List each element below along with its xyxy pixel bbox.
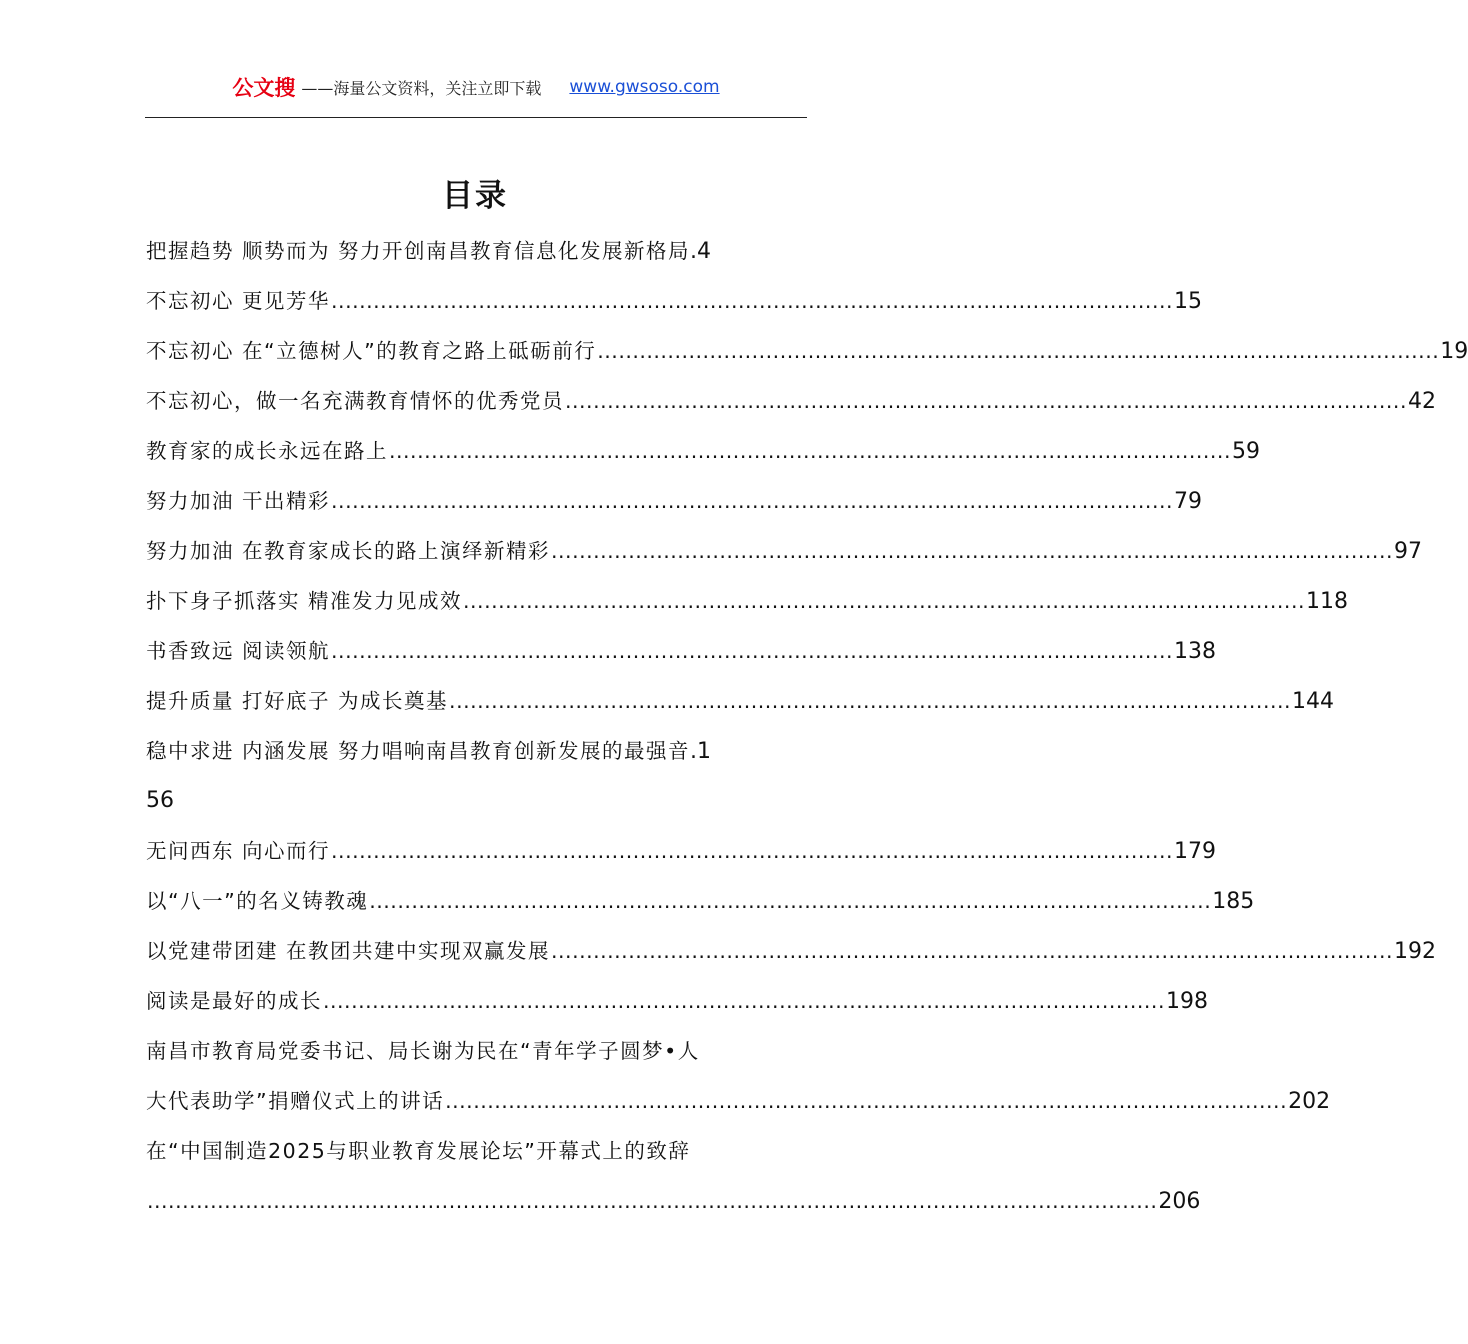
toc-leader-dots: ........................................................................................................................	[463, 589, 1305, 613]
toc-entry-page: 198	[1165, 989, 1208, 1014]
toc-entry[interactable]	[146, 476, 1202, 526]
toc-entry-page: .1	[690, 739, 712, 764]
toc-entry-continuation[interactable]	[146, 1076, 1331, 1126]
toc-leader-dots: ........................................................................................................................	[331, 489, 1173, 513]
toc-entry[interactable]	[146, 526, 1422, 576]
toc-entry[interactable]	[146, 626, 1216, 676]
toc-entry[interactable]	[146, 726, 806, 776]
toc-leader-dots: ................................................................................................................................................	[147, 1189, 1158, 1213]
toc-leader-dots: ........................................................................................................................	[389, 439, 1231, 463]
toc-entry-page: 42	[1407, 389, 1436, 414]
page-title: 目录	[442, 178, 508, 214]
toc-entry-title: 努力加油 干出精彩	[146, 489, 331, 513]
toc-entry-page: 192	[1393, 939, 1436, 964]
toc-leader-dots: ........................................................................................................................	[331, 639, 1173, 663]
toc-entry-title: 南昌市教育局党委书记、局长谢为民在“青年学子圆梦•人	[146, 1039, 700, 1063]
toc-leader-dots: ........................................................................................................................	[449, 689, 1292, 713]
toc-entry[interactable]	[146, 426, 1260, 476]
toc-entry-title-continued: 大代表助学”捐赠仪式上的讲话	[146, 1089, 445, 1113]
toc-leader-dots: ........................................................................................................................	[445, 1089, 1288, 1113]
website-link[interactable]: www.gwsoso.com	[569, 77, 720, 97]
toc-entry-title: 提升质量 打好底子 为成长奠基	[146, 689, 449, 713]
toc-entry-page: .4	[690, 239, 712, 264]
toc-entry-page: 185	[1212, 889, 1255, 914]
toc-entry-page: 144	[1292, 689, 1335, 714]
toc-entry-continuation[interactable]	[146, 1176, 1201, 1226]
toc-leader-dots: ........................................................................................................................	[565, 389, 1407, 413]
page-header	[145, 70, 807, 104]
toc-entry[interactable]	[146, 676, 1335, 726]
brand-logo-text: 公文搜	[232, 76, 296, 100]
toc-entry[interactable]	[146, 376, 1436, 426]
toc-entry-page: 79	[1174, 489, 1202, 514]
toc-entry[interactable]	[146, 1126, 806, 1176]
toc-entry[interactable]	[146, 226, 806, 276]
toc-entry-title: 稳中求进 内涵发展 努力唱响南昌教育创新发展的最强音	[146, 739, 691, 763]
toc-leader-dots: ........................................................................................................................	[331, 289, 1173, 313]
toc-entry[interactable]	[146, 576, 1348, 626]
toc-entry-title: 无问西东 向心而行	[146, 839, 331, 863]
toc-entry-page: 138	[1174, 639, 1216, 664]
table-of-contents	[146, 226, 1468, 1226]
toc-leader-dots: ........................................................................................................................	[369, 889, 1212, 913]
toc-entry-page: 19	[1440, 339, 1468, 364]
toc-entry[interactable]	[146, 976, 1208, 1026]
toc-leader-dots: ........................................................................................................................	[597, 339, 1440, 363]
toc-entry[interactable]	[146, 1026, 806, 1076]
toc-entry-title: 扑下身子抓落实 精准发力见成效	[146, 589, 463, 613]
toc-entry-page: 206	[1158, 1189, 1201, 1214]
toc-entry[interactable]	[146, 876, 1255, 926]
toc-leader-dots: ........................................................................................................................	[551, 539, 1393, 563]
header-divider	[145, 117, 807, 118]
toc-entry-page: 59	[1231, 439, 1260, 464]
toc-entry-title: 把握趋势 顺势而为 努力开创南昌教育信息化发展新格局	[146, 239, 691, 263]
toc-entry-title: 以“八一”的名义铸教魂	[146, 889, 369, 913]
toc-entry-title: 不忘初心 更见芳华	[146, 289, 331, 313]
toc-entry[interactable]	[146, 326, 1468, 376]
toc-entry-continuation[interactable]	[146, 776, 806, 826]
toc-entry-page: 97	[1393, 539, 1422, 564]
toc-entry-page: 179	[1174, 839, 1216, 864]
toc-leader-dots: ........................................................................................................................	[551, 939, 1393, 963]
toc-entry-title: 以党建带团建 在教团共建中实现双赢发展	[146, 939, 551, 963]
toc-leader-dots: ........................................................................................................................	[331, 839, 1173, 863]
toc-entry[interactable]	[146, 826, 1216, 876]
header-slogan: ——海量公文资料，关注立即下载	[301, 78, 542, 98]
toc-entry-title: 在“中国制造2025与职业教育发展论坛”开幕式上的致辞	[146, 1139, 691, 1163]
toc-entry[interactable]	[146, 926, 1436, 976]
toc-entry-title: 不忘初心 在“立德树人”的教育之路上砥砺前行	[146, 339, 597, 363]
toc-entry[interactable]	[146, 276, 1202, 326]
toc-entry-title: 不忘初心，做一名充满教育情怀的优秀党员	[146, 389, 564, 413]
toc-entry-page: 202	[1288, 1089, 1331, 1114]
toc-entry-page: 15	[1174, 289, 1202, 314]
toc-leader-dots: ........................................................................................................................	[323, 989, 1165, 1013]
toc-entry-page-continued: 56	[146, 788, 174, 813]
toc-entry-title: 努力加油 在教育家成长的路上演绎新精彩	[146, 539, 551, 563]
toc-entry-title: 教育家的成长永远在路上	[146, 439, 388, 463]
toc-entry-title: 阅读是最好的成长	[146, 989, 322, 1013]
toc-entry-title: 书香致远 阅读领航	[146, 639, 331, 663]
toc-entry-page: 118	[1305, 589, 1348, 614]
